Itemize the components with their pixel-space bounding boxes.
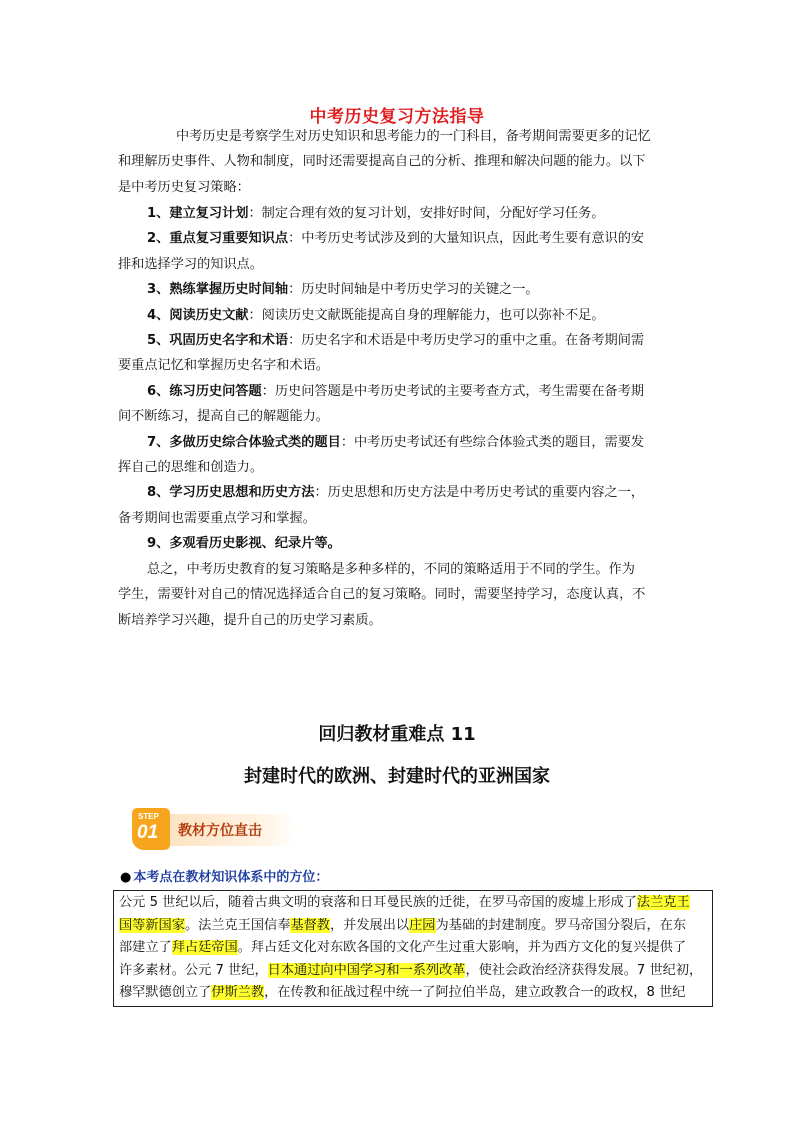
strategy-text: ：制定合理有效的复习计划，安排好时间，分配好学习任务。 [248, 206, 605, 221]
strategy-item-3 [118, 277, 684, 302]
step-title: 教材方位直击 [178, 823, 262, 839]
strategy-list [118, 201, 684, 633]
box-line [119, 892, 707, 915]
bullet-dot-icon: ● [120, 870, 132, 885]
box-text: 部建立了 [119, 940, 172, 955]
box-text: 公元 5 世纪以后，随着古典文明的衰落和日耳曼民族的迁徙，在罗马帝国的废墟上形成了 [119, 895, 637, 910]
box-text: ，使社会政治经济获得发展。7 世纪初， [465, 962, 703, 978]
strategy-item-6-cont: 间不断练习，提高自己的解题能力。 [118, 409, 329, 425]
strategy-label: 9、多观看历史影视、纪录片等。 [147, 536, 341, 552]
strategy-text: ：中考历史考试还有些综合体验式类的题目，需要发 [340, 434, 645, 450]
section-subheading: 封建时代的欧洲、封建时代的亚洲国家 [244, 766, 550, 787]
strategy-item-5-cont: 要重点记忆和掌握历史名字和术语。 [118, 358, 329, 374]
intro-line: 中考历史是考察学生对历史知识和思考能力的一门科目，备考期间需要更多的记忆 [176, 129, 651, 144]
highlight-text: 伊斯兰教 [211, 985, 265, 1000]
box-text: 为基础的封建制度。罗马帝国分裂后，在东 [435, 917, 687, 933]
strategy-text: ：阅读历史文献既能提高自身的理解能力，也可以弥补不足。 [248, 307, 605, 323]
strategy-item-9 [118, 531, 684, 556]
strategy-item-4 [118, 303, 684, 328]
intro-line: 是中考历史复习策略： [118, 179, 250, 195]
strategy-item-8-cont: 备考期间也需要重点学习和掌握。 [118, 510, 316, 526]
highlight-text: 拜占廷帝国 [171, 940, 238, 955]
strategy-label: 4、阅读历史文献 [147, 307, 249, 323]
strategy-item-6 [118, 379, 684, 404]
strategy-label: 3、熟练掌握历史时间轴 [147, 282, 289, 298]
conclusion-line: 学生，需要针对自己的情况选择适合自己的复习策略。同时，需要坚持学习，态度认真，不 [118, 587, 646, 603]
highlight-text: 法兰克王 [636, 895, 690, 910]
bullet-heading [120, 866, 328, 885]
strategy-item-8 [118, 480, 684, 505]
box-text: ，并发展出以 [330, 917, 410, 933]
highlight-text: 庄园 [409, 917, 436, 933]
page-title: 中考历史复习方法指导 [309, 107, 485, 127]
strategy-label: 1、建立复习计划 [147, 206, 249, 221]
box-text: 。法兰克王国信奉 [184, 917, 291, 933]
step-label: STEP [138, 812, 159, 821]
strategy-item-2-cont: 排和选择学习的知识点。 [118, 256, 264, 272]
box-text: 。拜占廷文化对东欧各国的文化产生过重大影响，并为西方文化的复兴提供了 [237, 940, 687, 955]
strategy-label: 7、多做历史综合体验式类的题目 [147, 434, 341, 450]
strategy-item-7-cont: 挥自己的思维和创造力。 [118, 460, 264, 476]
box-line [119, 937, 707, 960]
step-banner [132, 806, 302, 852]
strategy-item-5 [118, 328, 684, 353]
textbook-position-box [113, 890, 713, 1007]
strategy-item-7 [118, 430, 684, 455]
conclusion-line: 断培养学习兴趣，提升自己的历史学习素质。 [118, 612, 382, 628]
highlight-text: 国等新国家 [119, 917, 185, 933]
strategy-text: ：历史问答题是中考历史考试的主要考查方式，考生需要在备考期 [261, 383, 645, 399]
box-line [119, 982, 707, 1005]
bullet-text: 本考点在教材知识体系中的方位： [133, 870, 329, 885]
conclusion-line: 总之，中考历史教育的复习策略是多种多样的，不同的策略适用于不同的学生。作为 [147, 561, 635, 577]
intro-paragraph [118, 124, 684, 200]
step-badge [132, 808, 170, 850]
highlight-text: 日本通过向中国学习和一系列改革 [267, 962, 466, 978]
box-line [119, 960, 707, 983]
step-number: 01 [137, 822, 159, 843]
section-heading: 回归教材重难点 11 [318, 724, 476, 745]
strategy-text: ：中考历史考试涉及到的大量知识点，因此考生要有意识的安 [288, 231, 645, 247]
box-text: 穆罕默德创立了 [119, 985, 212, 1000]
highlight-text: 基督教 [290, 917, 330, 933]
strategy-label: 8、学习历史思想和历史方法 [147, 485, 315, 501]
strategy-label: 6、练习历史问答题 [147, 383, 262, 399]
strategy-text: ：历史思想和历史方法是中考历史考试的重要内容之一， [314, 485, 645, 501]
strategy-item-1 [118, 201, 684, 226]
box-text: ，在传教和征战过程中统一了阿拉伯半岛，建立政教合一的政权，8 世纪 [264, 985, 686, 1000]
intro-line: 和理解历史事件、人物和制度，同时还需要提高自己的分析、推理和解决问题的能力。以下 [118, 154, 646, 170]
box-line [119, 915, 707, 938]
strategy-text: ：历史名字和术语是中考历史学习的重中之重。在备考期间需 [288, 333, 645, 349]
box-text: 许多素材。公元 7 世纪， [119, 962, 268, 978]
strategy-item-2 [118, 226, 684, 251]
strategy-label: 5、巩固历史名字和术语 [147, 333, 289, 349]
strategy-label: 2、重点复习重要知识点 [147, 231, 289, 247]
strategy-text: ：历史时间轴是中考历史学习的关键之一。 [288, 282, 539, 298]
